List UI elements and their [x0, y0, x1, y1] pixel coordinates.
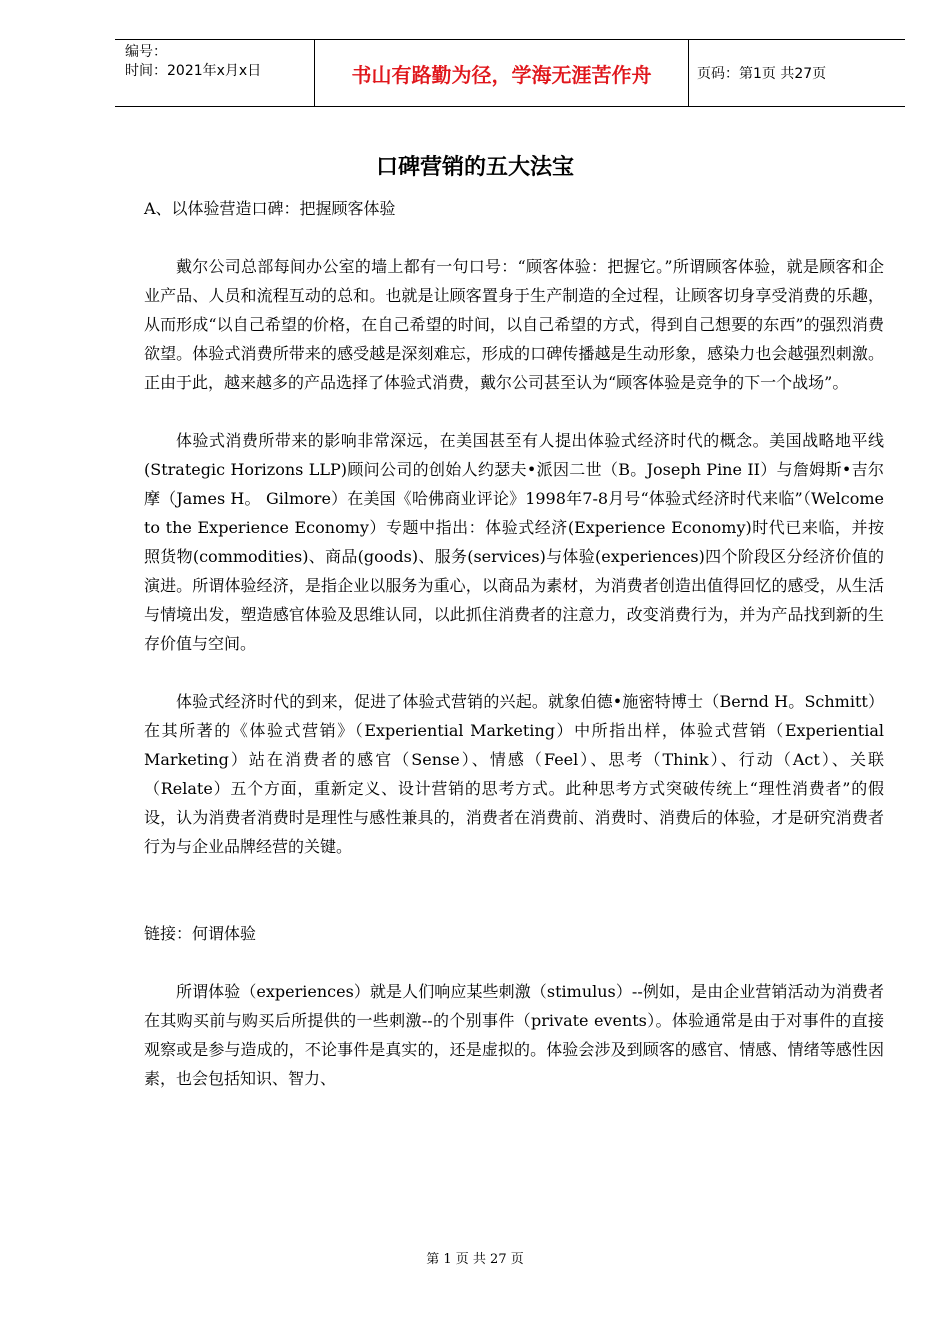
document-body — [144, 194, 884, 1122]
body-paragraph: 体验式消费所带来的影响非常深远，在美国甚至有人提出体验式经济时代的概念。美国战略地平线(Strategic Horizons LLP)顾问公司的创始人约瑟夫•派因二世（B。Joseph Pine II）与詹姆斯•吉尔摩（James H。 Gilmore）在美国《哈佛商业评论》1998年7-8月号“体验式经济时代来临”（Welcome to the Experience Economy）专题中指出：体验式经济(Experience Economy)时代已来临，并按照货物(commodities)、商品(goods)、服务(services)与体验(experiences)四个阶段区分经济价值的演进。所谓体验经济，是指企业以服务为重心，以商品为素材，为消费者创造出值得回忆的感受，从生活与情境出发，塑造感官体验及思维认同，以此抓住消费者的注意力，改变消费行为，并为产品找到新的生存价值与空间。 — [144, 431, 884, 653]
body-paragraph: 体验式经济时代的到来，促进了体验式营销的兴起。就象伯德•施密特博士（Bernd H。Schmitt）在其所著的《体验式营销》（Experiential Marketing）中所指出样，体验式营销（Experiential Marketing）站在消费者的感官（Sense）、情感（Feel）、思考（Think）、行动（Act）、关联（Relate）五个方面，重新定义、设计营销的思考方式。此种思考方式突破传统上“理性消费者”的假设，认为消费者消费时是理性与感性兼具的，消费者在消费前、消费时、消费后的体验，才是研究消费者行为与企业品牌经营的关键。 — [144, 692, 884, 856]
header-meta — [115, 40, 315, 106]
page-footer: 第 1 页 共 27 页 — [426, 1252, 524, 1267]
page-header — [115, 39, 905, 107]
header-page-label: 页码：第1页 共27页 — [697, 66, 827, 82]
link-heading: 链接：何谓体验 — [144, 924, 257, 943]
header-motto: 书山有路勤为径，学海无涯苦作舟 — [315, 40, 689, 106]
body-paragraph: 戴尔公司总部每间办公室的墙上都有一句口号：“顾客体验：把握它。”所谓顾客体验，就是顾客和企业产品、人员和流程互动的总和。也就是让顾客置身于生产制造的全过程，让顾客切身享受消费的乐趣，从而形成“以自己希望的价格，在自己希望的时间，以自己希望的方式，得到自己想要的东西”的强烈消费欲望。体验式消费所带来的感受越是深刻难忘，形成的口碑传播越是生动形象，感染力也会越强烈刺激。正由于此，越来越多的产品选择了体验式消费，戴尔公司甚至认为“顾客体验是竞争的下一个战场”。 — [144, 257, 884, 392]
link-paragraph: 所谓体验（experiences）就是人们响应某些刺激（stimulus）--例如，是由企业营销活动为消费者在其购买前与购买后所提供的一些刺激--的个别事件（private events）。体验通常是由于对事件的直接观察或是参与造成的，不论事件是真实的，还是虚拟的。体验会涉及到顾客的感官、情感、情绪等感性因素，也会包括知识、智力、 — [144, 982, 884, 1088]
section-heading-a: A、以体验营造口碑：把握顾客体验 — [144, 199, 396, 218]
document-number-label: 编号： — [125, 44, 167, 60]
document-time-label: 时间：2021年x月x日 — [125, 63, 262, 79]
document-title: 口碑营销的五大法宝 — [375, 155, 574, 180]
